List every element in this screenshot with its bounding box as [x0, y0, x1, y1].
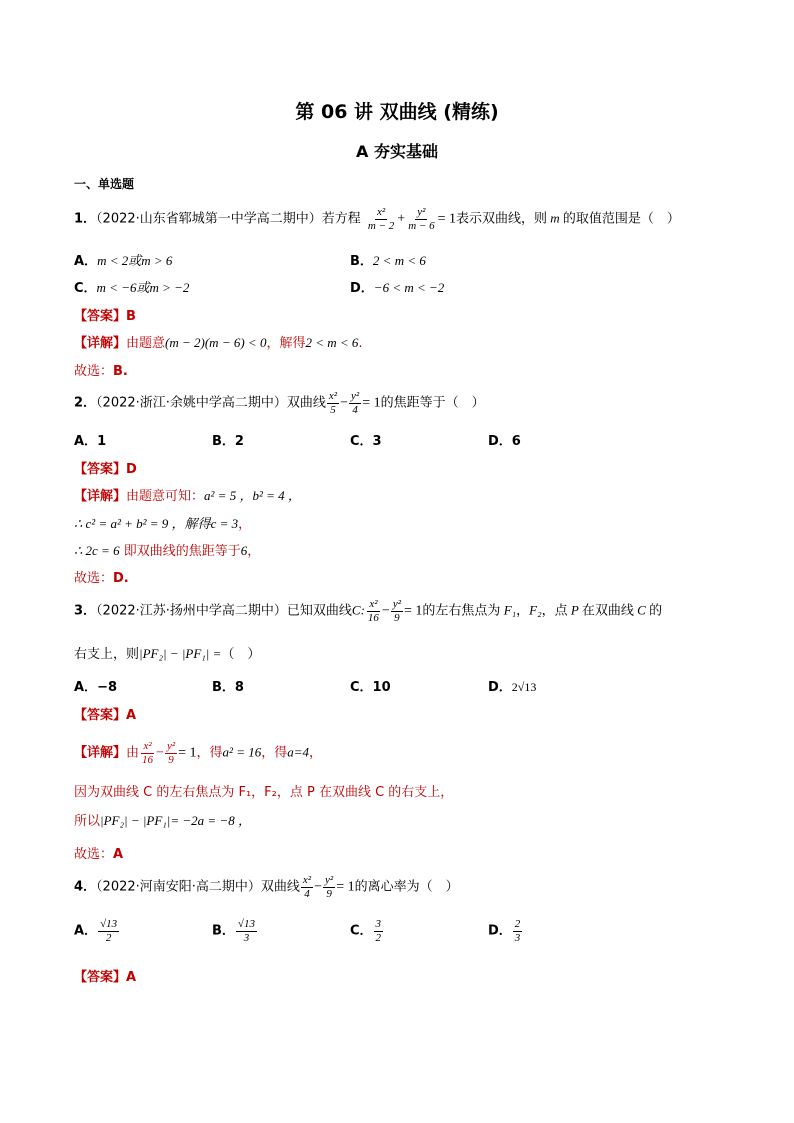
option-b: B．2 < m < 6	[350, 253, 426, 269]
fraction: $\frac{\text{y²}}{9}$	[166, 740, 176, 766]
detail-line: 【详解】由 $\frac{\text{x²}}{16}$ − $\frac{\text{y²}}{9}$ = 1，得a² = 16，得a=4，	[74, 740, 323, 766]
page-title: 第 06 讲 双曲线 (精练)	[295, 101, 499, 123]
fraction: $\frac{\text{x²}}{4}$	[302, 874, 312, 900]
question-3-line2: 右支上，则|PF₂| − |PF₁| =（ ）	[74, 646, 261, 662]
question-4-stem: 4．（2022·河南安阳·高二期中）双曲线 $\frac{\text{x²}}{4}$ − $\frac{\text{y²}}{9}$ = 1的离心率为（ ）	[74, 874, 459, 900]
question-3-stem: 3．（2022·江苏·扬州中学高二期中）已知双曲线C: $\frac{\text{x²}}{16}$ − $\frac{\text{y²}}{9}$ = 1的左右焦点为 F₁，F₂，点 P 在双曲线 C 的	[74, 598, 663, 624]
option-a: A．1	[74, 434, 107, 449]
option-d: D．6	[488, 434, 521, 449]
section-heading: 一、单选题	[74, 177, 135, 191]
detail-line: 所以|PF₂| − |PF₁|= −2a = −8 ，	[74, 813, 251, 829]
question-number: 1．	[74, 211, 97, 227]
fraction: $\frac{\text{y²}}{9}$	[325, 874, 334, 900]
choose-line: 故选：B.	[74, 364, 128, 379]
answer-line: 【答案】A	[74, 970, 137, 985]
fraction: $\frac{\text{x²}}{16}$	[142, 740, 154, 766]
answer-line: 【答案】D	[74, 462, 137, 477]
option-c: C． $\frac{3}{2}$	[350, 918, 382, 944]
question-2-stem: 2．（2022·浙江·余姚中学高二期中）双曲线 $\frac{\text{x²}}{5}$ − $\frac{\text{y²}}{4}$ = 1的焦距等于（ ）	[74, 390, 485, 416]
option-a: A．m < 2或m > 6	[74, 253, 173, 269]
option-c: C．10	[350, 680, 391, 695]
option-b: B． $\frac{√13}{3}$	[212, 918, 255, 944]
option-b: B．2	[212, 434, 244, 449]
question-source: （2022·山东省郓城第一中学高二期中）	[96, 211, 322, 227]
answer-line: 【答案】A	[74, 708, 137, 723]
detail-line: 【详解】由题意(m − 2)(m − 6) < 0，解得2 < m < 6.	[74, 335, 363, 351]
option-b: B．8	[212, 680, 244, 695]
page-subtitle: A 夯实基础	[356, 142, 438, 161]
option-d: D．−6 < m < −2	[350, 280, 445, 296]
option-a: A． $\frac{√13}{2}$	[74, 918, 118, 944]
detail-line: 【详解】由题意可知：a² = 5 ，b² = 4 ，	[74, 488, 301, 504]
option-a: A．−8	[74, 680, 118, 695]
fraction: $\frac{\text{y²}}{4}$	[351, 390, 360, 416]
question-1-stem: 1．（2022·山东省郓城第一中学高二期中）若方程 $\frac{\text{x²}}{m - 2}$ + $\frac{\text{y²}}{m - 6}$ = 1表示双曲线，则 m 的取值范围是（ ）	[74, 206, 680, 232]
fraction: $\frac{\text{y²}}{9}$	[392, 598, 402, 624]
option-d: D． $\frac{2}{3}$	[488, 918, 521, 944]
option-d: D．2√13	[488, 680, 537, 695]
choose-line: 故选：D.	[74, 571, 129, 586]
detail-line: ∴ c² = a² + b² = 9 ，解得c = 3，	[74, 516, 252, 532]
fraction: $\frac{\text{y²}}{m - 6}$	[408, 206, 435, 232]
fraction: $\frac{\text{x²}}{16}$	[367, 598, 379, 624]
fraction: $\frac{\text{x²}}{5}$	[328, 390, 338, 416]
detail-line: ∴ 2c = 6 即双曲线的焦距等于6，	[74, 543, 261, 559]
detail-line: 因为双曲线 C 的左右焦点为 F₁，F₂，点 P 在双曲线 C 的右支上，	[74, 785, 454, 800]
option-c: C．3	[350, 434, 382, 449]
choose-line: 故选：A	[74, 847, 124, 862]
answer-line: 【答案】B	[74, 309, 136, 324]
fraction: $\frac{\text{x²}}{m - 2}$	[367, 206, 395, 232]
option-c: C．m < −6或m > −2	[74, 280, 190, 296]
